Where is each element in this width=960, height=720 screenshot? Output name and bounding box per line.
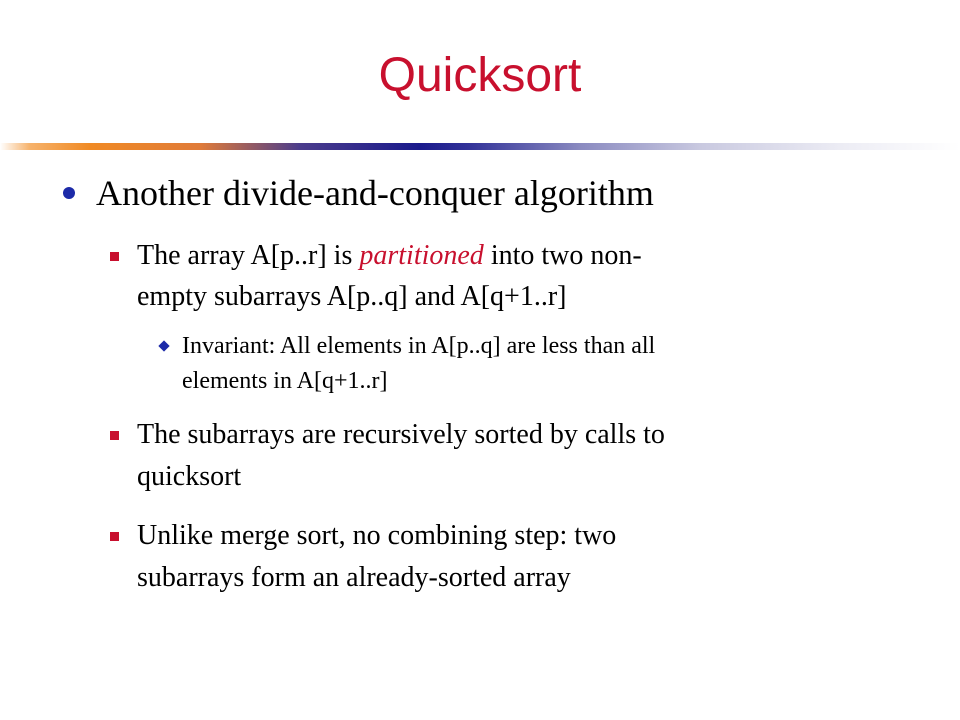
sub-point-recursive-line2: quicksort [137, 461, 242, 492]
sub-point-partition-before: The array A[p..r] is [137, 240, 360, 271]
partitioned-emphasis: partitioned [359, 240, 484, 271]
sub-point-recursive-line1: The subarrays are recursively sorted by calls to [137, 419, 665, 450]
title-gradient-rule [0, 143, 960, 150]
bullet-circle-icon [63, 187, 75, 199]
slide-title: Quicksort [378, 49, 582, 102]
sub-point-merge-line1: Unlike merge sort, no combining step: two [137, 520, 617, 551]
sub-point-partition-line2: empty subarrays A[p..q] and A[q+1..r] [137, 281, 567, 312]
bullet-diamond-icon [158, 340, 169, 351]
bullet-square-icon [110, 431, 119, 440]
bullet-square-icon [110, 252, 119, 261]
invariant-line1: Invariant: All elements in A[p..q] are less than all [182, 333, 656, 359]
main-point-text: Another divide-and-conquer algorithm [96, 173, 654, 213]
sub-point-partition-line1 [137, 237, 642, 275]
bullet-square-icon [110, 532, 119, 541]
invariant-line2: elements in A[q+1..r] [182, 368, 388, 394]
sub-point-merge-line2: subarrays form an already-sorted array [137, 562, 571, 593]
sub-point-partition-after: into two non- [483, 240, 642, 271]
